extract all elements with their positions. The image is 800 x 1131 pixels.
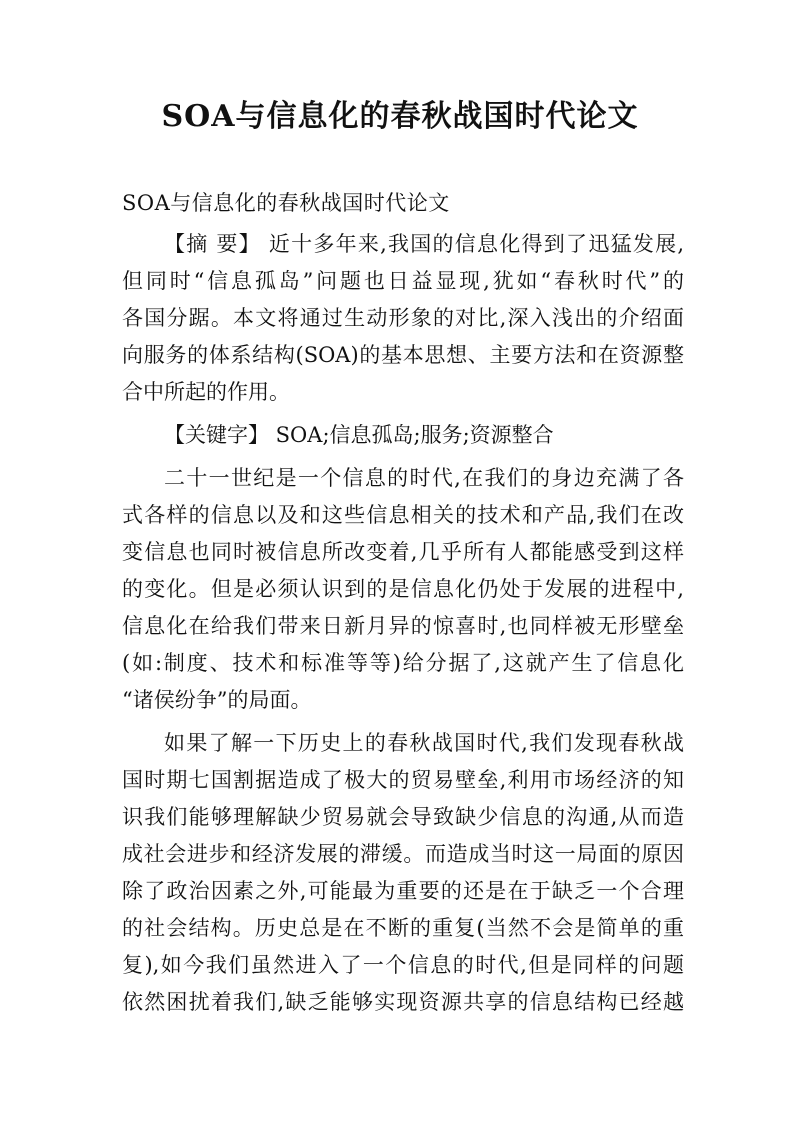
- page-title: SOA与信息化的春秋战国时代论文: [161, 99, 639, 134]
- abstract-paragraph: [122, 226, 684, 411]
- keywords-paragraph: [122, 417, 684, 454]
- paragraph-line: 的变化。但是必须认识到的是信息化仍处于发展的进程中,: [122, 577, 684, 601]
- paragraph-line: 识我们能够理解缺少贸易就会导致缺少信息的沟通,从而造: [122, 805, 684, 829]
- abstract-line: 合中所起的作用。: [122, 380, 290, 404]
- abstract-line: 但同时“信息孤岛”问题也日益显现,犹如“春秋时代”的: [122, 269, 684, 293]
- paragraph-line: 二十一世纪是一个信息的时代,在我们的身边充满了各: [164, 466, 684, 490]
- paragraph-line: 成社会进步和经济发展的滞缓。而造成当时这一局面的原因: [122, 842, 684, 866]
- paragraph-line: 依然困扰着我们,缺乏能够实现资源共享的信息结构已经越: [122, 990, 684, 1014]
- paragraph-line: 复),如今我们虽然进入了一个信息的时代,但是同样的问题: [122, 953, 684, 977]
- paragraph-line: 式各样的信息以及和这些信息相关的技术和产品,我们在改: [122, 503, 684, 527]
- paragraph-line: 变信息也同时被信息所改变着,几乎所有人都能感受到这样: [122, 540, 684, 564]
- body-paragraph-1: [122, 460, 684, 719]
- paragraph-line: 信息化在给我们带来日新月异的惊喜时,也同样被无形壁垒: [122, 614, 684, 638]
- body-paragraph-2: [122, 725, 684, 1021]
- abstract-line: 向服务的体系结构(SOA)的基本思想、主要方法和在资源整: [122, 343, 684, 367]
- paragraph-line: 的社会结构。历史总是在不断的重复(当然不会是简单的重: [122, 916, 684, 940]
- paragraph-line: 国时期七国割据造成了极大的贸易壁垒,利用市场经济的知: [122, 768, 684, 792]
- document-subtitle: SOA与信息化的春秋战国时代论文: [122, 191, 450, 215]
- paragraph-line: 除了政治因素之外,可能最为重要的还是在于缺乏一个合理: [122, 879, 684, 903]
- paragraph-line: “诸侯纷争”的局面。: [122, 688, 312, 712]
- keywords-line: 【关键字】 SOA;信息孤岛;服务;资源整合: [164, 423, 554, 447]
- paragraph-line: (如:制度、技术和标准等等)给分据了,这就产生了信息化: [122, 651, 684, 675]
- abstract-line: 【摘 要】 近十多年来,我国的信息化得到了迅猛发展,: [164, 232, 684, 256]
- paragraph-line: 如果了解一下历史上的春秋战国时代,我们发现春秋战: [164, 731, 684, 755]
- abstract-line: 各国分踞。本文将通过生动形象的对比,深入浅出的介绍面: [122, 306, 684, 330]
- document-body: [122, 185, 684, 1021]
